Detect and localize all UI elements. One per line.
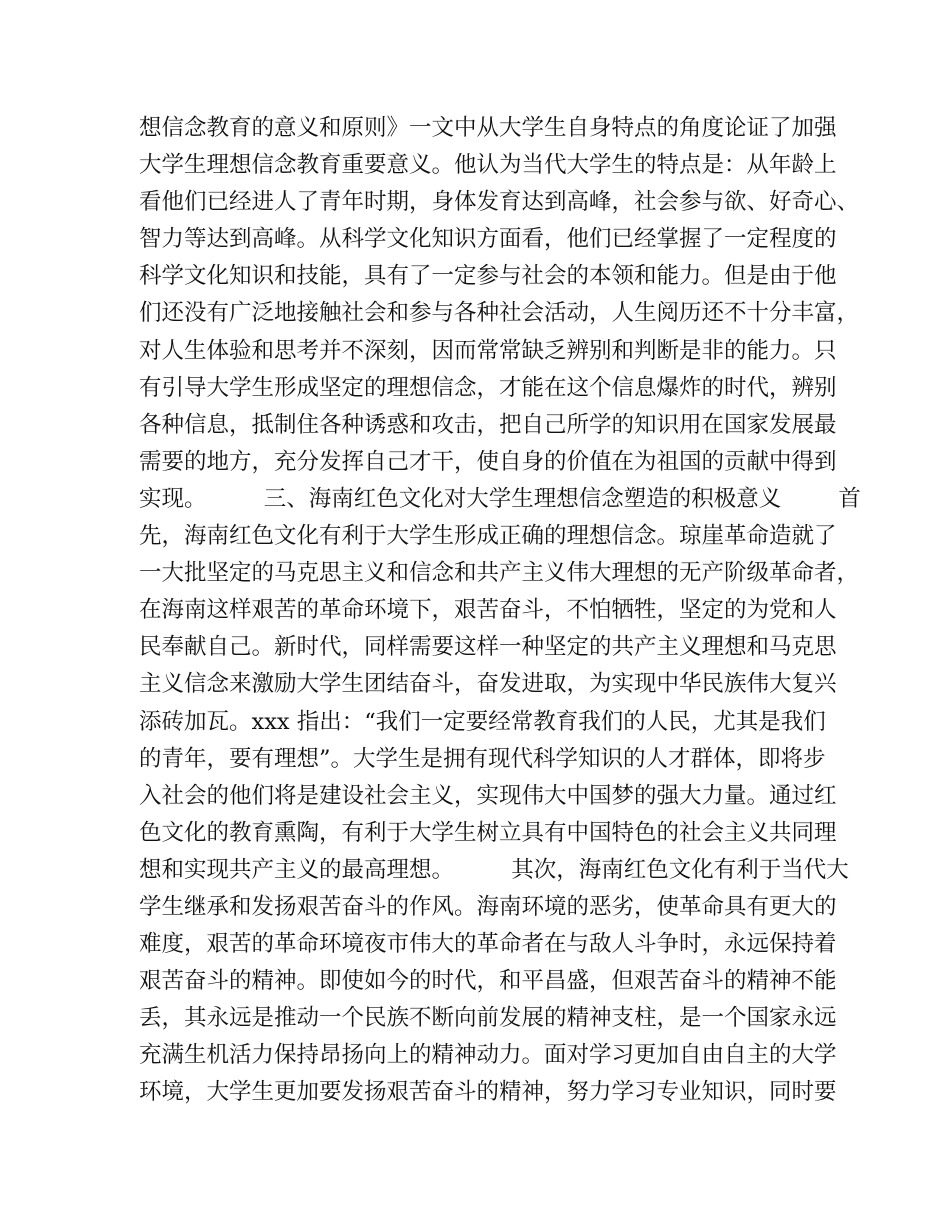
text-line: 充满生机活力保持昂扬向上的精神动力。面对学习更加自由自主的大学 [139,1042,837,1069]
text-line: 民奉献自己。新时代，同样需要这样一种坚定的共产主义理想和马克思 [139,634,837,661]
text-line: 添砖加瓦。xxx 指出：“我们一定要经常教育我们的人民，尤其是我们 [139,708,826,735]
text-line: 智力等达到高峰。从科学文化知识方面看，他们已经掌握了一定程度的 [139,226,837,253]
text-line: 环境，大学生更加要发扬艰苦奋斗的精神，努力学习专业知识，同时要 [139,1079,837,1106]
text-line: 主义信念来激励大学生团结奋斗，奋发进取，为实现中华民族伟大复兴 [139,671,837,698]
text-line: 想信念教育的意义和原则》一文中从大学生自身特点的角度论证了加强 [139,115,837,141]
text-line: 入社会的他们将是建设社会主义，实现伟大中国梦的强大力量。通过红 [139,782,837,809]
text-line: 大学生理想信念教育重要意义。他认为当代大学生的特点是：从年龄上 [139,152,837,179]
text-line: 艰苦奋斗的精神。即使如今的时代，和平昌盛，但艰苦奋斗的精神不能 [139,968,837,995]
text-line: 实现。 三、海南红色文化对大学生理想信念塑造的积极意义 首 [139,485,861,512]
text-line: 各种信息，抵制住各种诱惑和攻击，把自己所学的知识用在国家发展最 [139,411,837,438]
body-text [139,110,861,1112]
text-line: 先，海南红色文化有利于大学生形成正确的理想信念。琼崖革命造就了 [139,523,837,550]
text-line: 的青年，要有理想”。大学生是拥有现代科学知识的人才群体，即将步 [139,745,826,772]
text-line: 想和实现共产主义的最高理想。 其次，海南红色文化有利于当代大 [139,856,849,883]
text-line: 丢，其永远是推动一个民族不断向前发展的精神支柱，是一个国家永远 [139,1005,837,1032]
text-line: 一大批坚定的马克思主义和信念和共产主义伟大理想的无产阶级革命者， [139,560,860,587]
text-line: 需要的地方，充分发挥自己才干，使自身的价值在为祖国的贡献中得到 [139,448,837,475]
text-line: 色文化的教育熏陶，有利于大学生树立具有中国特色的社会主义共同理 [139,819,837,846]
text-line: 对人生体验和思考并不深刻，因而常常缺乏辨别和判断是非的能力。只 [139,337,837,364]
text-line: 看他们已经进人了青年时期，身体发育达到高峰，社会参与欲、好奇心、 [139,189,860,216]
text-line: 难度，艰苦的革命环境夜市伟大的革命者在与敌人斗争时，永远保持着 [139,931,837,958]
text-line: 们还没有广泛地接触社会和参与各种社会活动，人生阅历还不十分丰富， [139,300,860,327]
text-line: 学生继承和发扬艰苦奋斗的作风。海南环境的恶劣，使革命具有更大的 [139,893,837,920]
text-line: 有引导大学生形成坚定的理想信念，才能在这个信息爆炸的时代，辨别 [139,374,837,401]
text-line: 在海南这样艰苦的革命环境下，艰苦奋斗，不怕牺牲，坚定的为党和人 [139,597,837,624]
text-line: 科学文化知识和技能，具有了一定参与社会的本领和能力。但是由于他 [139,263,837,290]
